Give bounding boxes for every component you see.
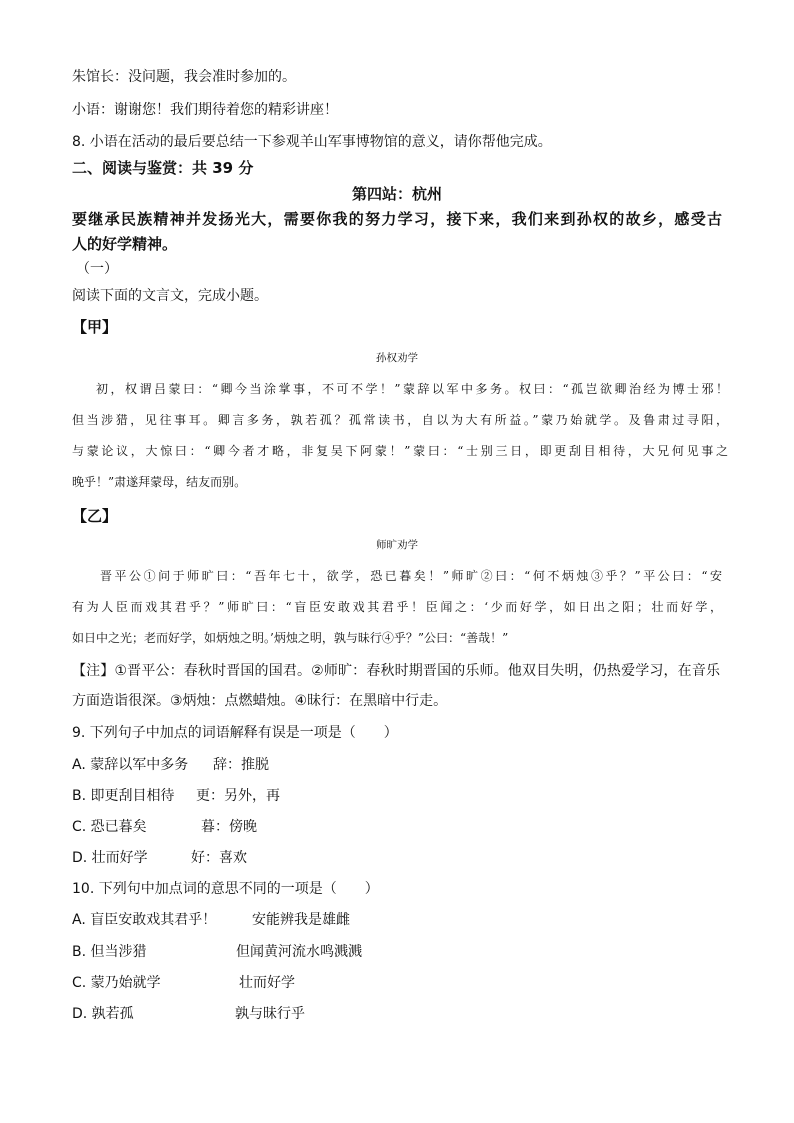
question-10-option-d: D. 孰若孤 (72, 1006, 134, 1022)
question-10-stem: 10. 下列句中加点词的意思不同的一项是（ ） (72, 881, 379, 897)
question-9-stem: 9. 下列句子中加点的词语解释有误是一项是（ ） (72, 725, 398, 741)
question-9-option-c-meaning: 暮：傍晚 (201, 819, 257, 835)
question-8: 8. 小语在活动的最后要总结一下参观羊山军事博物馆的意义，请你帮他完成。 (72, 134, 552, 150)
passage-jia-line: 初，权谓吕蒙曰：“卿今当涂掌事，不可不学！”蒙辞以军中多务。权曰：“孤岂欲卿治经为博士邪！ (96, 382, 728, 396)
question-10-option-c: C. 蒙乃始就学 (72, 975, 161, 991)
notes-line1: 【注】①晋平公：春秋时晋国的国君。②师旷：春秋时期晋国的乐师。他双目失明，仍热爱学习，在音乐 (72, 663, 720, 679)
passage-yi-label: 【乙】 (72, 507, 118, 525)
dialogue-zhu: 朱馆长：没问题，我会准时参加的。 (72, 69, 296, 85)
question-9-option-a-meaning: 辞：推脱 (213, 757, 269, 773)
passage-yi-line: 如日中之光；老而好学，如炳烛之明。’炳烛之明，孰与昧行④乎？”公曰：“善哉！” (72, 631, 509, 645)
passage-jia-label: 【甲】 (72, 318, 118, 336)
passage-yi-line: 有为人臣而戏其君乎？”师旷曰：“盲臣安敢戏其君乎！臣闻之：‘少而好学，如日出之阳；壮而好学， (72, 600, 722, 614)
question-9-option-a: A. 蒙辞以军中多务 (72, 757, 189, 773)
station-intro-line2: 人的好学精神。 (72, 235, 178, 253)
question-10-option-b: B. 但当涉猎 (72, 944, 147, 960)
dialogue-xiaoyu: 小语：谢谢您！我们期待着您的精彩讲座！ (72, 102, 338, 118)
question-10-option-c-compare: 壮而好学 (239, 975, 295, 991)
station-title: 第四站：杭州 (351, 185, 442, 203)
passage-jia-title: 孙权劝学 (376, 352, 418, 364)
notes-line2: 方面造诣很深。③炳烛：点燃蜡烛。④昧行：在黑暗中行走。 (72, 693, 448, 709)
passage-yi-title: 师旷劝学 (376, 539, 418, 551)
question-10-option-a: A. 盲臣安敢戏其君乎！ (72, 912, 217, 928)
passage-jia-line: 与蒙论议，大惊曰：“卿今者才略，非复吴下阿蒙！”蒙曰：“士别三日，即更刮目相待，大兄何见事之 (72, 444, 728, 458)
question-9-option-b-meaning: 更：另外，再 (196, 788, 280, 804)
passage-jia-line: 晚乎！”肃遂拜蒙母，结友而别。 (72, 475, 247, 489)
question-9-option-d-meaning: 好：喜欢 (191, 850, 247, 866)
question-9-option-b: B. 即更刮目相待 (72, 788, 175, 804)
reading-instruction: 阅读下面的文言文，完成小题。 (72, 288, 268, 304)
question-9-option-d: D. 壮而好学 (72, 850, 148, 866)
passage-jia-line: 但当涉猎，见往事耳。卿言多务，孰若孤？孤常读书，自以为大有所益。”蒙乃始就学。及鲁肃过寻阳， (72, 413, 728, 427)
question-10-option-a-compare: 安能辨我是雄雌 (252, 912, 350, 928)
question-9-option-c: C. 恐已暮矣 (72, 819, 147, 835)
question-10-option-d-compare: 孰与昧行乎 (235, 1006, 305, 1022)
section-heading: 二、阅读与鉴赏：共 39 分 (72, 159, 254, 177)
passage-yi-line: 晋平公①问于师旷曰：“吾年七十，欲学，恐已暮矣！”师旷②曰：“何不炳烛③乎？”平公曰：“安 (100, 569, 722, 583)
part-label: （一） (76, 261, 118, 277)
station-intro-line1: 要继承民族精神并发扬光大，需要你我的努力学习，接下来，我们来到孙权的故乡，感受古 (72, 210, 722, 228)
question-10-option-b-compare: 但闻黄河流水鸣溅溅 (236, 944, 362, 960)
